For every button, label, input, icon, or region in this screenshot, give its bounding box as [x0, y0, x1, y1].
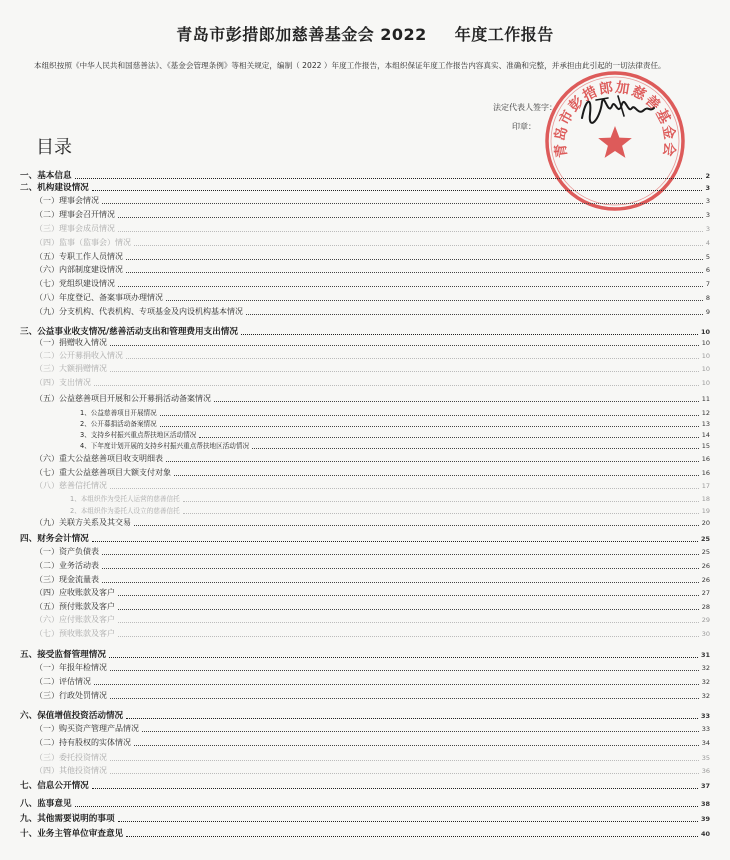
toc-entry: [20, 182, 710, 194]
toc-entry-page-number: 25: [700, 535, 710, 543]
toc-entry: [20, 574, 710, 586]
toc-dot-leader: [142, 731, 699, 732]
toc-entry-page-number: 3: [705, 184, 710, 192]
toc-dot-leader: [102, 582, 699, 583]
toc-entry: [20, 780, 710, 792]
toc-dot-leader: [199, 437, 698, 438]
toc-entry: [20, 601, 710, 613]
toc-entry-page-number: 19: [701, 507, 710, 515]
toc-entry: [20, 710, 710, 722]
toc-entry-label: （三）现金流量表: [35, 575, 99, 584]
toc-entry: [20, 292, 710, 304]
toc-entry-page-number: 38: [700, 800, 710, 808]
toc-entry-label: （一）年报年检情况: [35, 663, 107, 672]
toc-entry: [20, 306, 710, 318]
toc-entry: [20, 628, 710, 640]
toc-dot-leader: [92, 541, 698, 542]
toc-entry-label: （一）购买资产管理产品情况: [35, 724, 139, 733]
report-statement-text: 本组织按照《中华人民共和国慈善法》、《基金会管理条例》等相关规定，编制（ 2022 ）年度工作报告，本组织保证年度工作报告内容真实、准确和完整，并承担由此引起的一切法律责任。: [34, 61, 666, 70]
toc-entry-label: （三）理事会成员情况: [35, 224, 115, 233]
toc-entry: [20, 440, 710, 452]
toc-entry-page-number: 10: [701, 339, 710, 347]
toc-entry: [20, 798, 710, 810]
toc-entry-page-number: 14: [701, 431, 710, 439]
toc-entry-page-number: 33: [700, 712, 710, 720]
toc-dot-leader: [118, 636, 699, 637]
toc-entry-label: 七、信息公开情况: [20, 781, 89, 791]
toc-dot-leader: [92, 788, 698, 789]
toc-entry-page-number: 15: [701, 442, 710, 450]
toc-entry-label: （二）理事会召开情况: [35, 210, 115, 219]
toc-entry: [20, 649, 710, 661]
toc-entry-page-number: 5: [705, 253, 710, 261]
toc-entry-label: （九）关联方关系及其交易: [35, 518, 131, 527]
toc-dot-leader: [75, 806, 698, 807]
report-title-main: 青岛市彭措郎加慈善基金会 2022: [176, 25, 427, 44]
toc-entry-page-number: 27: [701, 589, 710, 597]
toc-entry: [20, 377, 710, 389]
toc-entry-label: 一、基本信息: [20, 171, 72, 181]
toc-entry-label: （五）公益慈善项目开展和公开募捐活动备案情况: [35, 394, 211, 403]
toc-entry-label: 六、保值增值投资活动情况: [20, 711, 124, 721]
toc-dot-leader: [118, 609, 699, 610]
toc-entry: [20, 587, 710, 599]
toc-dot-leader: [118, 231, 703, 232]
toc-entry-label: 五、接受监督管理情况: [20, 650, 106, 660]
toc-entry-page-number: 16: [701, 469, 710, 477]
toc-entry-label: （三）委托投资情况: [35, 753, 107, 762]
toc-entry: [20, 223, 710, 235]
toc-dot-leader: [110, 698, 699, 699]
toc-entry-page-number: 2: [705, 172, 710, 180]
toc-entry-label: （三）行政处罚情况: [35, 691, 107, 700]
toc-entry-page-number: 20: [701, 519, 710, 527]
toc-entry: [20, 505, 710, 517]
toc-entry-label: （四）支出情况: [35, 378, 91, 387]
toc-entry-label: 1、公益慈善项目开展情况: [80, 409, 157, 417]
toc-dot-leader: [166, 300, 703, 301]
toc-dot-leader: [126, 259, 703, 260]
toc-entry-page-number: 26: [701, 576, 710, 584]
toc-entry-label: （二）公开募捐收入情况: [35, 351, 123, 360]
toc-entry-page-number: 3: [705, 197, 710, 205]
toc-dot-leader: [110, 773, 699, 774]
toc-dot-leader: [118, 217, 703, 218]
handwritten-signature: [578, 88, 658, 128]
toc-entry-label: 三、公益事业收支情况/慈善活动支出和管理费用支出情况: [20, 327, 238, 337]
toc-entry-label: （七）党组织建设情况: [35, 279, 115, 288]
toc-entry-page-number: 4: [705, 239, 710, 247]
toc-entry-page-number: 12: [701, 409, 710, 417]
toc-entry-label: （二）持有股权的实体情况: [35, 738, 131, 747]
toc-heading: 目录: [36, 137, 72, 158]
toc-dot-leader: [102, 568, 699, 569]
toc-entry: [20, 614, 710, 626]
toc-entry-label: （七）重大公益慈善项目大额支付对象: [35, 468, 171, 477]
toc-dot-leader: [241, 334, 698, 335]
toc-dot-leader: [92, 190, 703, 191]
toc-entry-page-number: 32: [701, 678, 710, 686]
toc-entry: [20, 453, 710, 465]
toc-entry-page-number: 26: [701, 562, 710, 570]
toc-entry-label: （二）业务活动表: [35, 561, 99, 570]
toc-entry: [20, 723, 710, 735]
toc-dot-leader: [94, 684, 699, 685]
toc-dot-leader: [183, 501, 699, 502]
toc-entry-page-number: 39: [700, 815, 710, 823]
toc-dot-leader: [134, 525, 699, 526]
toc-entry-label: 八、监事意见: [20, 799, 72, 809]
seal-label: 印章：: [512, 122, 536, 131]
toc-entry: [20, 546, 710, 558]
toc-dot-leader: [126, 718, 698, 719]
toc-entry-label: （六）重大公益慈善项目收支明细表: [35, 454, 163, 463]
toc-entry-page-number: 30: [701, 630, 710, 638]
toc-entry: [20, 480, 710, 492]
toc-entry-page-number: 3: [705, 225, 710, 233]
toc-dot-leader: [252, 448, 699, 449]
toc-entry-label: （一）资产负债表: [35, 547, 99, 556]
toc-dot-leader: [183, 513, 699, 514]
toc-entry-page-number: 36: [701, 767, 710, 775]
toc-entry-page-number: 13: [701, 420, 710, 428]
toc-entry-label: 二、机构建设情况: [20, 183, 89, 193]
toc-entry-page-number: 3: [705, 211, 710, 219]
toc-entry-page-number: 18: [701, 495, 710, 503]
toc-dot-leader: [134, 245, 703, 246]
toc-entry-label: （一）理事会情况: [35, 196, 99, 205]
toc-entry-label: 3、支持乡村振兴重点帮扶地区活动情况: [80, 431, 197, 439]
toc-entry-page-number: 32: [701, 692, 710, 700]
toc-entry: [20, 393, 710, 405]
toc-entry: [20, 813, 710, 825]
toc-entry: [20, 517, 710, 529]
toc-entry-page-number: 11: [701, 395, 710, 403]
toc-entry-label: （七）预收账款及客户: [35, 629, 115, 638]
toc-dot-leader: [246, 314, 703, 315]
toc-entry: [20, 350, 710, 362]
toc-entry-label: （九）分支机构、代表机构、专项基金及内设机构基本情况: [35, 307, 243, 316]
toc-entry-page-number: 34: [701, 739, 710, 747]
toc-dot-leader: [110, 345, 699, 346]
toc-entry: [20, 737, 710, 749]
toc-dot-leader: [110, 670, 699, 671]
toc-entry-page-number: 25: [701, 548, 710, 556]
toc-entry: [20, 264, 710, 276]
toc-dot-leader: [126, 272, 703, 273]
toc-dot-leader: [174, 475, 699, 476]
toc-dot-leader: [102, 554, 699, 555]
toc-entry-label: 2、本组织作为委托人设立的慈善信托: [70, 507, 180, 515]
toc-entry-label: 2、公开募捐活动备案情况: [80, 420, 157, 428]
toc-entry-page-number: 8: [705, 294, 710, 302]
toc-entry: [20, 676, 710, 688]
toc-entry-label: 四、财务会计情况: [20, 534, 89, 544]
toc-entry: [20, 533, 710, 545]
toc-entry: [20, 493, 710, 505]
toc-entry: [20, 209, 710, 221]
toc-dot-leader: [118, 622, 699, 623]
toc-dot-leader: [166, 461, 699, 462]
toc-entry-page-number: 10: [700, 328, 710, 336]
toc-entry-page-number: 31: [700, 651, 710, 659]
toc-entry-page-number: 10: [701, 379, 710, 387]
toc-entry: [20, 337, 710, 349]
toc-entry-page-number: 32: [701, 664, 710, 672]
report-title: [0, 22, 730, 45]
toc-dot-leader: [134, 745, 699, 746]
toc-entry: [20, 467, 710, 479]
toc-entry-label: （五）专职工作人员情况: [35, 252, 123, 261]
report-title-suffix: 年度工作报告: [454, 25, 554, 44]
toc-dot-leader: [118, 286, 703, 287]
toc-entry-page-number: 16: [701, 455, 710, 463]
toc-entry-page-number: 40: [700, 830, 710, 838]
toc-dot-leader: [126, 358, 699, 359]
toc-entry-page-number: 10: [701, 365, 710, 373]
toc-dot-leader: [160, 426, 699, 427]
toc-entry: [20, 251, 710, 263]
toc-entry: [20, 170, 710, 182]
toc-entry-page-number: 37: [700, 782, 710, 790]
toc-entry: [20, 195, 710, 207]
toc-entry-label: （六）应付账款及客户: [35, 615, 115, 624]
legal-rep-signature-label: 法定代表人签字：: [493, 103, 557, 112]
toc-entry-label: （八）慈善信托情况: [35, 481, 107, 490]
toc-dot-leader: [110, 488, 699, 489]
toc-dot-leader: [109, 657, 698, 658]
toc-entry-page-number: 10: [701, 352, 710, 360]
toc-entry-label: （六）内部制度建设情况: [35, 265, 123, 274]
toc-dot-leader: [110, 371, 699, 372]
toc-entry-label: （五）预付账款及客户: [35, 602, 115, 611]
toc-entry-page-number: 28: [701, 603, 710, 611]
toc-entry: [20, 752, 710, 764]
toc-entry: [20, 237, 710, 249]
toc-dot-leader: [118, 595, 699, 596]
toc-dot-leader: [126, 836, 698, 837]
toc-entry-page-number: 33: [701, 725, 710, 733]
toc-entry: [20, 662, 710, 674]
toc-entry-page-number: 17: [701, 482, 710, 490]
toc-entry-label: 九、其他需要说明的事项: [20, 814, 115, 824]
toc-entry-page-number: 35: [701, 754, 710, 762]
toc-entry: [20, 765, 710, 777]
toc-entry-label: （八）年度登记、备案事项办理情况: [35, 293, 163, 302]
seal-lettering: 青岛市彭措郎加慈善基金会: [552, 79, 678, 159]
toc-entry-label: （四）其他投资情况: [35, 766, 107, 775]
toc-entry-label: 十、业务主管单位审查意见: [20, 829, 124, 839]
toc-dot-leader: [102, 203, 703, 204]
toc-entry-label: （四）应收账款及客户: [35, 588, 115, 597]
toc-dot-leader: [214, 401, 699, 402]
toc-entry: [20, 828, 710, 840]
toc-entry: [20, 363, 710, 375]
toc-entry-label: 1、本组织作为受托人运营的慈善信托: [70, 495, 180, 503]
toc-entry-label: （一）捐赠收入情况: [35, 338, 107, 347]
toc-dot-leader: [118, 821, 698, 822]
toc-entry-label: 4、下年度计划开展的支持乡村振兴重点帮扶地区活动情况: [80, 442, 250, 450]
toc-entry-label: （四）监事（监事会）情况: [35, 238, 131, 247]
toc-dot-leader: [75, 178, 703, 179]
toc-entry: [20, 690, 710, 702]
toc-entry-page-number: 9: [705, 308, 710, 316]
toc-entry-label: （三）大额捐赠情况: [35, 364, 107, 373]
toc-dot-leader: [110, 760, 699, 761]
toc-dot-leader: [160, 415, 699, 416]
toc-entry-label: （二）评估情况: [35, 677, 91, 686]
toc-entry-page-number: 29: [701, 616, 710, 624]
toc-entry-page-number: 6: [705, 266, 710, 274]
seal-star: [598, 126, 632, 158]
toc-entry: [20, 560, 710, 572]
toc-dot-leader: [94, 385, 699, 386]
toc-entry: [20, 278, 710, 290]
toc-entry-page-number: 7: [705, 280, 710, 288]
